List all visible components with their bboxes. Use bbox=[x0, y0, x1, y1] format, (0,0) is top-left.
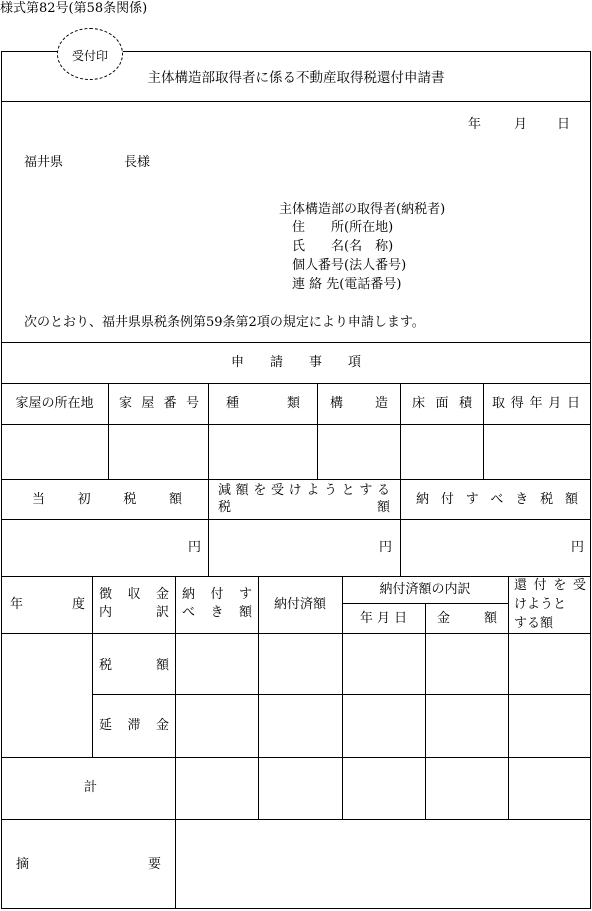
addressee-prefecture: 福井県 bbox=[24, 155, 64, 170]
header-initial-tax: 当 初 税 額 bbox=[32, 492, 182, 507]
grid-line bbox=[175, 576, 176, 909]
divider bbox=[92, 694, 591, 695]
stamp-label: 受付印 bbox=[71, 49, 108, 63]
grid-line bbox=[483, 383, 484, 479]
header-location: 家屋の所在地 bbox=[15, 396, 94, 411]
applicant-heading: 主体構造部の取得者(納税者) bbox=[279, 202, 446, 217]
applicant-number-label: 個人番号(法人番号) bbox=[292, 258, 407, 273]
header-paid-breakdown: 納付済額の内訳 bbox=[379, 582, 471, 597]
header-refund-2: けようと bbox=[514, 597, 567, 612]
grid-line bbox=[92, 576, 93, 757]
header-due-amount-2: べき額 bbox=[182, 605, 252, 620]
row-label-tax: 税 額 bbox=[99, 658, 169, 673]
header-house-number: 家屋番号 bbox=[119, 396, 199, 411]
header-breakdown-2: 内 訳 bbox=[99, 605, 169, 620]
yen-unit-due: 円 bbox=[571, 540, 585, 555]
grid-line bbox=[108, 383, 109, 479]
row-label-remarks-2: 要 bbox=[148, 857, 162, 872]
header-payment-date: 年 月 日 bbox=[359, 611, 408, 626]
grid-line bbox=[317, 383, 318, 479]
addressee-suffix: 長様 bbox=[124, 155, 151, 170]
divider bbox=[1, 424, 591, 425]
header-acquisition-date: 取得年月日 bbox=[492, 396, 580, 411]
header-reduced-tax-2: 税 額 bbox=[218, 500, 390, 515]
divider bbox=[1, 342, 591, 343]
date-year: 年 bbox=[468, 117, 482, 132]
row-label-remarks-1: 摘 bbox=[16, 857, 30, 872]
grid-line bbox=[508, 576, 509, 819]
header-paid-amount: 納付済額 bbox=[273, 597, 326, 612]
page-title: 主体構造部取得者に係る不動産取得税還付申請書 bbox=[147, 70, 445, 86]
header-type: 種 類 bbox=[226, 396, 300, 411]
divider bbox=[342, 603, 508, 604]
header-tax-due: 納付すべき税額 bbox=[416, 492, 578, 507]
date-month: 月 bbox=[514, 117, 528, 132]
divider bbox=[1, 819, 591, 820]
header-payment-amount: 金 額 bbox=[437, 611, 497, 626]
row-label-late-fee: 延滞金 bbox=[99, 718, 169, 733]
date-day: 日 bbox=[557, 117, 571, 132]
header-breakdown-1: 徴収金 bbox=[99, 587, 169, 602]
application-statement: 次のとおり、福井県県税条例第59条第2項の規定により申請します。 bbox=[24, 315, 425, 330]
applicant-address-label: 住 所(所在地) bbox=[292, 220, 394, 235]
header-structure: 構 造 bbox=[330, 396, 388, 411]
divider bbox=[1, 576, 591, 577]
divider bbox=[1, 633, 591, 634]
header-due-amount-1: 納付す bbox=[182, 587, 252, 602]
applicant-name-label: 氏 名(名 称) bbox=[292, 239, 394, 254]
grid-line bbox=[258, 576, 259, 819]
header-fiscal-year-2: 度 bbox=[72, 597, 86, 612]
divider bbox=[1, 383, 591, 384]
header-refund-1: 還付を受 bbox=[514, 578, 586, 593]
header-reduced-tax-1: 減額を受けようとする bbox=[218, 483, 390, 498]
yen-unit-initial: 円 bbox=[188, 540, 202, 555]
grid-line bbox=[400, 383, 401, 479]
grid-line bbox=[425, 603, 426, 819]
yen-unit-reduced: 円 bbox=[379, 540, 393, 555]
section-header: 申 請 事 項 bbox=[230, 355, 361, 370]
divider bbox=[1, 757, 591, 758]
header-refund-3: する額 bbox=[514, 616, 554, 631]
grid-line bbox=[208, 383, 209, 479]
divider bbox=[1, 479, 591, 480]
header-floor-area: 床面積 bbox=[412, 396, 472, 411]
applicant-contact-label: 連 絡 先(電話番号) bbox=[292, 277, 402, 292]
divider bbox=[1, 101, 591, 102]
grid-line bbox=[400, 479, 401, 577]
form-number: 様式第82号(第58条関係) bbox=[0, 1, 148, 16]
row-label-total: 計 bbox=[84, 780, 98, 795]
grid-line bbox=[208, 479, 209, 577]
header-fiscal-year-1: 年 bbox=[10, 597, 24, 612]
divider bbox=[1, 519, 591, 520]
